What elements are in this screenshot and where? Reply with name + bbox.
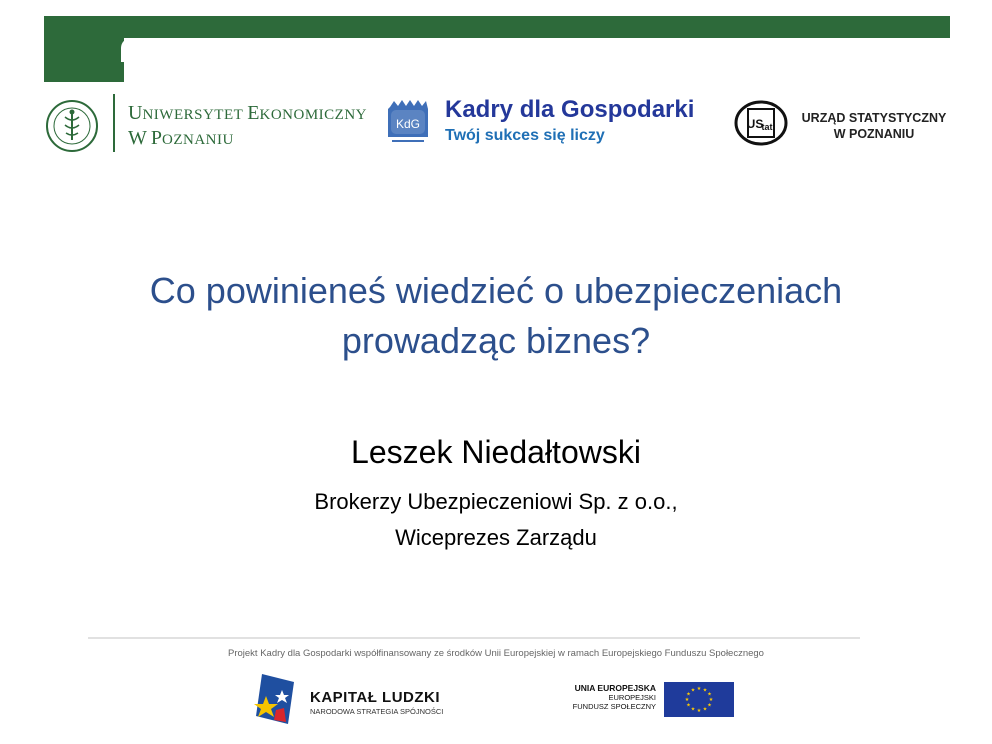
author-affiliation	[96, 484, 896, 556]
eu-fund-text	[540, 684, 656, 711]
university-name	[128, 102, 367, 152]
kapital-ludzki-title: KAPITAŁ LUDZKI	[310, 689, 441, 706]
header-band-corner	[44, 16, 124, 82]
footer-divider	[88, 637, 860, 639]
kdg-title: Kadry dla Gospodarki	[445, 96, 695, 123]
ustat-line-2: W POZNANIU	[833, 127, 915, 141]
svg-text:★: ★	[702, 706, 708, 713]
slide-title	[60, 266, 932, 366]
ue-initial-w: W	[128, 127, 147, 149]
ustat-line-1: URZĄD STATYSTYCZNY	[801, 111, 947, 125]
svg-text:★: ★	[686, 691, 691, 698]
svg-text:★: ★	[696, 686, 702, 692]
svg-text:★: ★	[707, 691, 712, 698]
footer-project-text: Projekt Kadry dla Gospodarki współfinansowany ze środków Unii Europejskiej w ramach Europejskiego Funduszu Społecznego	[228, 648, 764, 659]
header-band	[44, 16, 950, 38]
svg-text:★: ★	[686, 702, 691, 709]
affiliation-line-2: Wiceprezes Zarządu	[395, 525, 597, 550]
ustat-name	[796, 110, 952, 142]
university-seal-icon	[45, 99, 99, 153]
ustat-logo-icon	[734, 100, 788, 146]
kapital-ludzki-logo-icon	[252, 672, 296, 726]
kdg-logo-icon	[386, 97, 430, 147]
eu-flag-icon	[664, 682, 734, 717]
slide-title-line-2: prowadząc biznes?	[341, 320, 651, 361]
kdg-subtitle: Twój sukces się liczy	[445, 127, 605, 144]
eu-line-3: FUNDUSZ SPOŁECZNY	[572, 702, 656, 711]
ue-word-2: KONOMICZNY	[259, 107, 367, 123]
eu-line-2: EUROPEJSKI	[608, 693, 656, 702]
header-band-notch	[121, 38, 145, 62]
svg-text:★: ★	[708, 697, 714, 703]
ustat-icon-text-b: tat	[761, 122, 773, 132]
svg-text:★: ★	[684, 697, 690, 703]
ue-initial-e: E	[247, 102, 260, 124]
author-name: Leszek Niedałtowski	[351, 434, 641, 470]
ue-word-3: OZNANIU	[162, 132, 234, 148]
eu-line-1: UNIA EUROPEJSKA	[574, 683, 656, 693]
svg-text:★: ★	[702, 687, 708, 694]
svg-text:★: ★	[707, 702, 712, 709]
university-divider	[113, 94, 115, 152]
svg-text:★: ★	[696, 708, 702, 714]
slide-title-line-1: Co powinieneś wiedzieć o ubezpieczeniach	[149, 270, 843, 311]
affiliation-line-1: Brokerzy Ubezpieczeniowi Sp. z o.o.,	[314, 489, 678, 514]
kdg-icon-text: KdG	[395, 117, 421, 131]
ue-initial-p: P	[150, 127, 163, 149]
ustat-icon-text-a: US	[746, 117, 764, 131]
svg-text:★: ★	[690, 706, 696, 713]
ue-word-1: NIWERSYTET	[142, 107, 244, 123]
ue-initial-u: U	[128, 102, 143, 124]
svg-text:★: ★	[690, 687, 696, 694]
kapital-ludzki-subtitle: NARODOWA STRATEGIA SPÓJNOŚCI	[310, 707, 444, 716]
